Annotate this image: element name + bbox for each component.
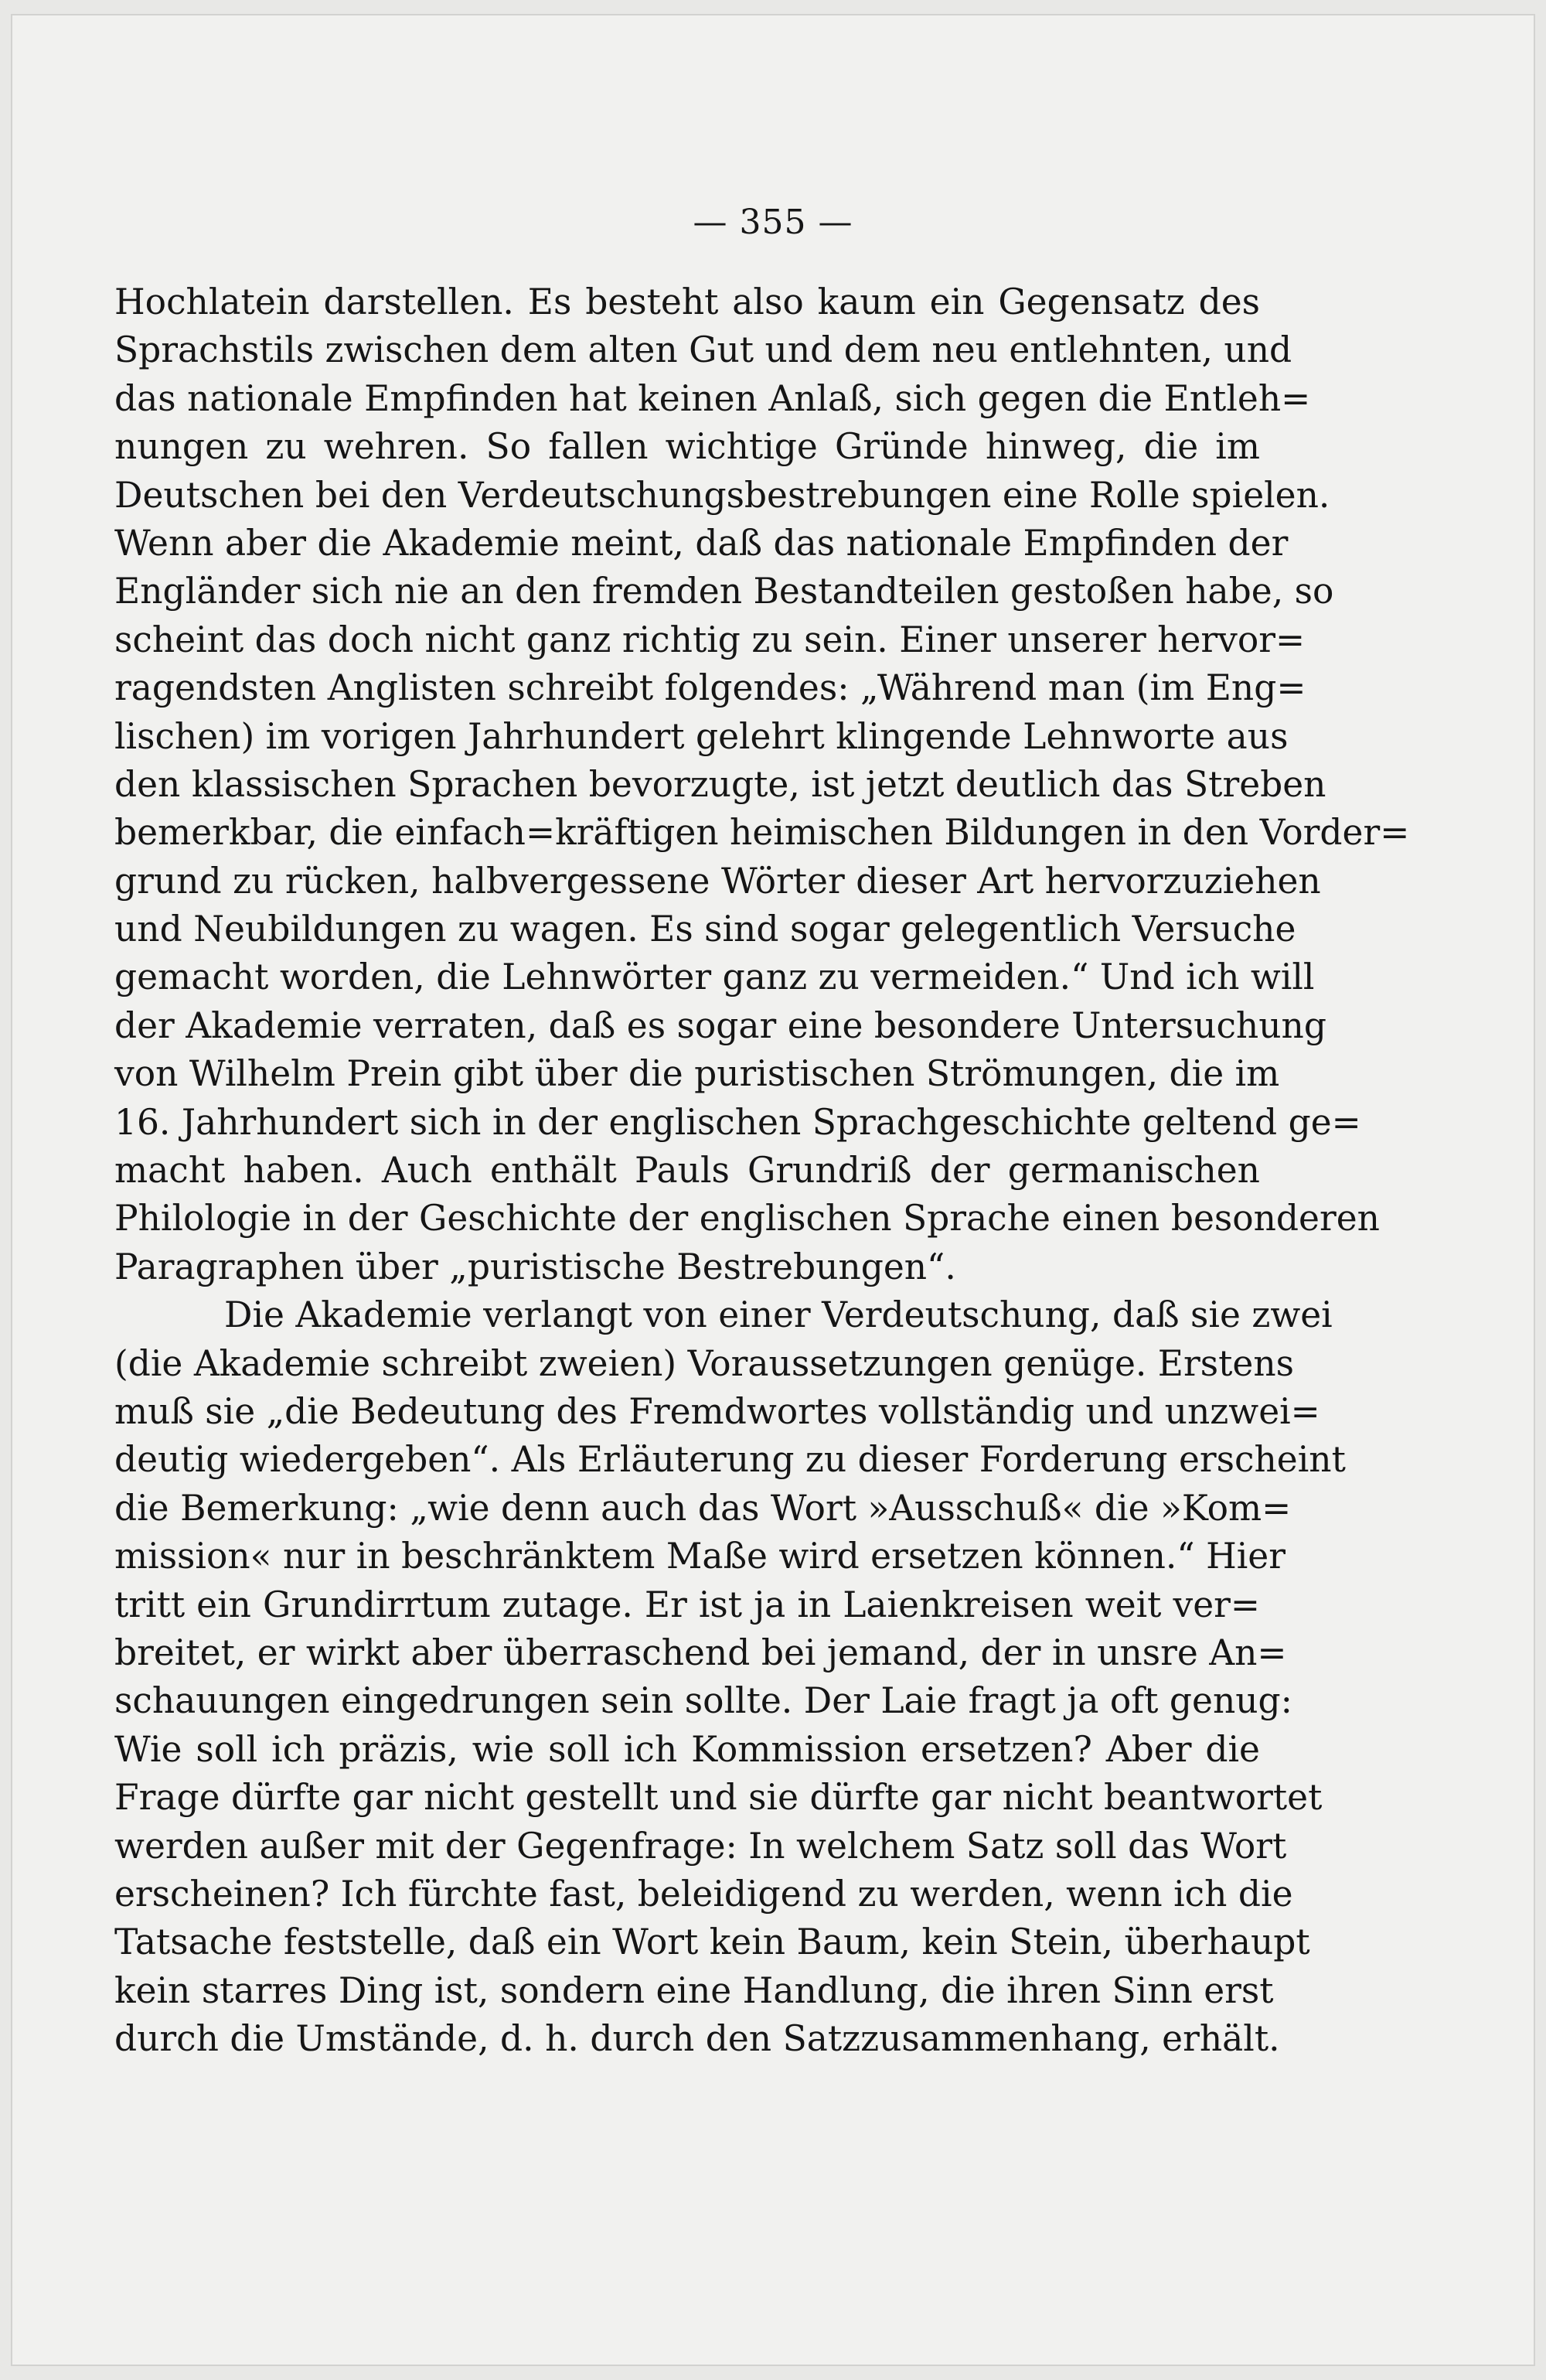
text-line: durch die Umstände, d. h. durch den Satzzusammenhang, erhält. xyxy=(114,2018,1280,2060)
text-line: Deutschen bei den Verdeutschungsbestrebungen eine Rolle spielen. xyxy=(114,474,1330,516)
text-line: Philologie in der Geschichte der englischen Sprache einen besonderen xyxy=(114,1198,1380,1239)
text-line: kein starres Ding ist, sondern eine Handlung, die ihren Sinn erst xyxy=(114,1969,1274,2011)
text-line: Tatsache feststelle, daß ein Wort kein Baum, kein Stein, überhaupt xyxy=(114,1921,1310,1963)
text-line: tritt ein Grundirrtum zutage. Er ist ja in Laienkreisen weit ver= xyxy=(114,1584,1260,1625)
text-line: schauungen eingedrungen sein sollte. Der Laie fragt ja oft genug: xyxy=(114,1680,1293,1722)
text-line: der Akademie verraten, daß es sogar eine besondere Untersuchung xyxy=(114,1004,1326,1046)
text-line: und Neubildungen zu wagen. Es sind sogar gelegentlich Versuche xyxy=(114,909,1296,950)
paragraph-end-line: Paragraphen über „puristische Bestrebungen“. xyxy=(114,1246,956,1287)
text-line: Wenn aber die Akademie meint, daß das nationale Empfinden der xyxy=(114,522,1289,564)
text-line: werden außer mit der Gegenfrage: In welchem Satz soll das Wort xyxy=(114,1825,1287,1867)
text-line: Sprachstils zwischen dem alten Gut und dem neu entlehnten, und xyxy=(114,329,1292,371)
paragraph-start-line: Die Akademie verlangt von einer Verdeutschung, daß sie zwei xyxy=(224,1294,1333,1336)
text-line: macht haben. Auch enthält Pauls Grundriß der germanischen xyxy=(114,1150,1260,1192)
text-line: Wie soll ich präzis, wie soll ich Kommission ersetzen? Aber die xyxy=(114,1728,1260,1770)
text-line: Engländer sich nie an den fremden Bestandteilen gestoßen habe, so xyxy=(114,571,1334,612)
text-line: gemacht worden, die Lehnwörter ganz zu vermeiden.“ Und ich will xyxy=(114,956,1315,998)
text-line: die Bemerkung: „wie denn auch das Wort »Ausschuß« die »Kom= xyxy=(114,1487,1292,1529)
text-line: bemerkbar, die einfach=kräftigen heimischen Bildungen in den Vorder= xyxy=(114,812,1410,854)
body-text xyxy=(114,278,1410,2063)
text-line: breitet, er wirkt aber überraschend bei jemand, der in unsre An= xyxy=(114,1632,1287,1673)
page-number: — 355 — xyxy=(693,203,853,242)
text-line: das nationale Empfinden hat keinen Anlaß, sich gegen die Entleh= xyxy=(114,377,1311,419)
text-line: lischen) im vorigen Jahrhundert gelehrt klingende Lehnworte aus xyxy=(114,715,1289,757)
text-line: erscheinen? Ich fürchte fast, beleidigend zu werden, wenn ich die xyxy=(114,1873,1293,1915)
text-line: Hochlatein darstellen. Es besteht also kaum ein Gegensatz des xyxy=(114,281,1260,322)
text-line: Frage dürfte gar nicht gestellt und sie dürfte gar nicht beantwortet xyxy=(114,1777,1323,1819)
text-line: muß sie „die Bedeutung des Fremdwortes vollständig und unzwei= xyxy=(114,1390,1320,1432)
text-line: scheint das doch nicht ganz richtig zu sein. Einer unserer hervor= xyxy=(114,619,1306,660)
text-line: nungen zu wehren. So fallen wichtige Gründe hinweg, die im xyxy=(114,426,1260,468)
text-line: (die Akademie schreibt zweien) Voraussetzungen genüge. Erstens xyxy=(114,1342,1294,1384)
text-line: 16. Jahrhundert sich in der englischen Sprachgeschichte geltend ge= xyxy=(114,1101,1361,1143)
text-line: deutig wiedergeben“. Als Erläuterung zu dieser Forderung erscheint xyxy=(114,1439,1346,1481)
text-line: ragendsten Anglisten schreibt folgendes: „Während man (im Eng= xyxy=(114,667,1306,709)
text-line: grund zu rücken, halbvergessene Wörter dieser Art hervorzuziehen xyxy=(114,860,1321,902)
text-line: den klassischen Sprachen bevorzugte, ist jetzt deutlich das Streben xyxy=(114,763,1326,805)
text-line: mission« nur in beschränktem Maße wird ersetzen können.“ Hier xyxy=(114,1536,1285,1577)
text-line: von Wilhelm Prein gibt über die puristischen Strömungen, die im xyxy=(114,1053,1280,1095)
